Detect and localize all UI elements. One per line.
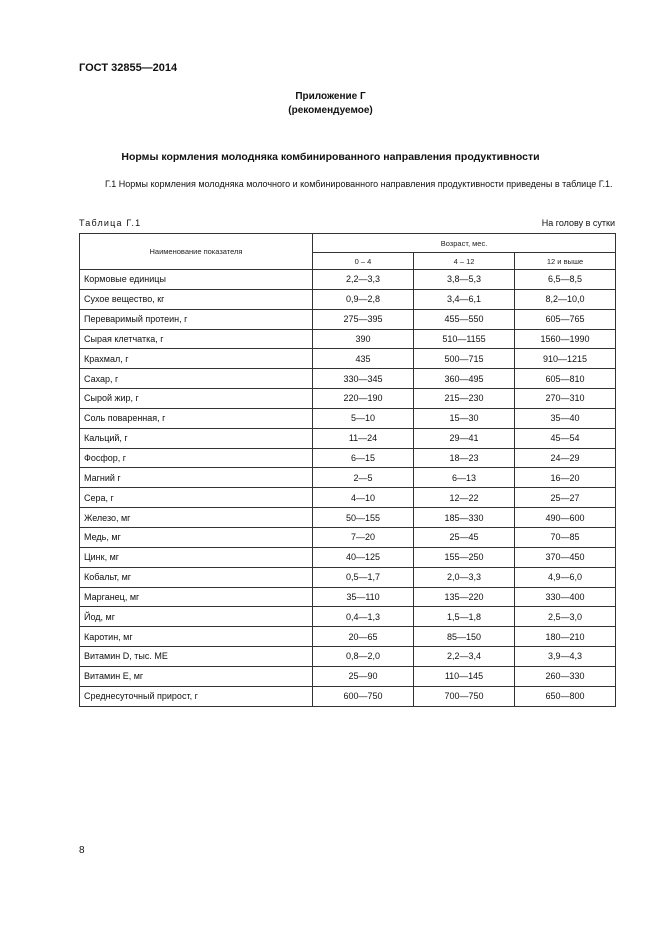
value-cell: 35—110 [313, 587, 414, 607]
indicator-name-cell: Марганец, мг [80, 587, 313, 607]
value-cell: 180—210 [515, 627, 616, 647]
value-cell: 605—810 [515, 369, 616, 389]
indicator-name-cell: Переваримый протеин, г [80, 309, 313, 329]
value-cell: 11—24 [313, 428, 414, 448]
indicator-name-cell: Фосфор, г [80, 448, 313, 468]
table-row [80, 428, 616, 448]
indicator-name-cell: Кормовые единицы [80, 270, 313, 290]
value-cell: 135—220 [414, 587, 515, 607]
value-cell: 18—23 [414, 448, 515, 468]
value-cell: 275—395 [313, 309, 414, 329]
value-cell: 50—155 [313, 508, 414, 528]
value-cell: 16—20 [515, 468, 616, 488]
page-number: 8 [79, 845, 85, 856]
value-cell: 510—1155 [414, 329, 515, 349]
indicator-name-cell: Магний г [80, 468, 313, 488]
value-cell: 455—550 [414, 309, 515, 329]
value-cell: 600—750 [313, 686, 414, 706]
value-cell: 2,0—3,3 [414, 567, 515, 587]
value-cell: 2,5—3,0 [515, 607, 616, 627]
value-cell: 3,8—5,3 [414, 270, 515, 290]
value-cell: 25—45 [414, 527, 515, 547]
appendix-title: Приложение Г [295, 91, 366, 102]
header-age: Возраст, мес. [313, 234, 616, 253]
appendix-heading [0, 90, 661, 118]
value-cell: 7—20 [313, 527, 414, 547]
value-cell: 910—1215 [515, 349, 616, 369]
table-row [80, 587, 616, 607]
value-cell: 15—30 [414, 408, 515, 428]
value-cell: 4,9—6,0 [515, 567, 616, 587]
table-note: На голову в сутки [541, 218, 615, 228]
table-row [80, 527, 616, 547]
value-cell: 650—800 [515, 686, 616, 706]
value-cell: 0,9—2,8 [313, 289, 414, 309]
indicator-name-cell: Среднесуточный прирост, г [80, 686, 313, 706]
value-cell: 110—145 [414, 666, 515, 686]
value-cell: 35—40 [515, 408, 616, 428]
intro-paragraph: Г.1 Нормы кормления молодняка молочного и комбинированного направления продуктивности приведены в таблице Г.1. [105, 179, 613, 189]
table-row [80, 389, 616, 409]
value-cell: 6,5—8,5 [515, 270, 616, 290]
indicator-name-cell: Витамин D, тыс. МЕ [80, 647, 313, 667]
table-row [80, 488, 616, 508]
value-cell: 3,4—6,1 [414, 289, 515, 309]
table-row [80, 349, 616, 369]
value-cell: 185—330 [414, 508, 515, 528]
table-row [80, 647, 616, 667]
value-cell: 0,5—1,7 [313, 567, 414, 587]
indicator-name-cell: Сухое вещество, кг [80, 289, 313, 309]
value-cell: 24—29 [515, 448, 616, 468]
value-cell: 155—250 [414, 547, 515, 567]
value-cell: 29—41 [414, 428, 515, 448]
table-row [80, 289, 616, 309]
table-row [80, 547, 616, 567]
table-row [80, 408, 616, 428]
value-cell: 370—450 [515, 547, 616, 567]
value-cell: 500—715 [414, 349, 515, 369]
table-row [80, 607, 616, 627]
table-row [80, 686, 616, 706]
header-age-group: 12 и выше [515, 253, 616, 270]
indicator-name-cell: Железо, мг [80, 508, 313, 528]
table-row [80, 508, 616, 528]
table-label: Таблица Г.1 [79, 218, 142, 228]
indicator-name-cell: Йод, мг [80, 607, 313, 627]
value-cell: 0,8—2,0 [313, 647, 414, 667]
table-row [80, 448, 616, 468]
value-cell: 6—15 [313, 448, 414, 468]
indicator-name-cell: Крахмал, г [80, 349, 313, 369]
indicator-name-cell: Цинк, мг [80, 547, 313, 567]
value-cell: 435 [313, 349, 414, 369]
table-row [80, 270, 616, 290]
table-row [80, 468, 616, 488]
section-title: Нормы кормления молодняка комбинированного направления продуктивности [121, 151, 540, 163]
table-row [80, 369, 616, 389]
value-cell: 605—765 [515, 309, 616, 329]
standard-code: ГОСТ 32855—2014 [79, 62, 178, 74]
value-cell: 20—65 [313, 627, 414, 647]
indicator-name-cell: Витамин Е, мг [80, 666, 313, 686]
value-cell: 2,2—3,3 [313, 270, 414, 290]
appendix-subtitle: (рекомендуемое) [288, 105, 373, 116]
value-cell: 12—22 [414, 488, 515, 508]
table-row [80, 627, 616, 647]
value-cell: 45—54 [515, 428, 616, 448]
value-cell: 270—310 [515, 389, 616, 409]
value-cell: 1,5—1,8 [414, 607, 515, 627]
indicator-name-cell: Кобальт, мг [80, 567, 313, 587]
value-cell: 2—5 [313, 468, 414, 488]
indicator-name-cell: Сырая клетчатка, г [80, 329, 313, 349]
header-age-group: 4 – 12 [414, 253, 515, 270]
indicator-name-cell: Кальций, г [80, 428, 313, 448]
value-cell: 6—13 [414, 468, 515, 488]
value-cell: 390 [313, 329, 414, 349]
value-cell: 360—495 [414, 369, 515, 389]
value-cell: 70—85 [515, 527, 616, 547]
table-body [80, 270, 616, 707]
value-cell: 700—750 [414, 686, 515, 706]
value-cell: 330—345 [313, 369, 414, 389]
table-row [80, 309, 616, 329]
indicator-name-cell: Сырой жир, г [80, 389, 313, 409]
value-cell: 25—27 [515, 488, 616, 508]
value-cell: 0,4—1,3 [313, 607, 414, 627]
indicator-name-cell: Каротин, мг [80, 627, 313, 647]
value-cell: 330—400 [515, 587, 616, 607]
table-row [80, 666, 616, 686]
value-cell: 40—125 [313, 547, 414, 567]
value-cell: 4—10 [313, 488, 414, 508]
value-cell: 8,2—10,0 [515, 289, 616, 309]
table-row [80, 567, 616, 587]
indicator-name-cell: Сахар, г [80, 369, 313, 389]
indicator-name-cell: Соль поваренная, г [80, 408, 313, 428]
value-cell: 215—230 [414, 389, 515, 409]
value-cell: 3,9—4,3 [515, 647, 616, 667]
header-indicator-name: Наименование показателя [80, 234, 313, 270]
value-cell: 25—90 [313, 666, 414, 686]
value-cell: 260—330 [515, 666, 616, 686]
indicator-name-cell: Медь, мг [80, 527, 313, 547]
value-cell: 5—10 [313, 408, 414, 428]
value-cell: 85—150 [414, 627, 515, 647]
value-cell: 490—600 [515, 508, 616, 528]
table-row [80, 329, 616, 349]
feeding-norms-table [79, 233, 616, 707]
value-cell: 1560—1990 [515, 329, 616, 349]
value-cell: 220—190 [313, 389, 414, 409]
value-cell: 2,2—3,4 [414, 647, 515, 667]
header-age-group: 0 – 4 [313, 253, 414, 270]
indicator-name-cell: Сера, г [80, 488, 313, 508]
